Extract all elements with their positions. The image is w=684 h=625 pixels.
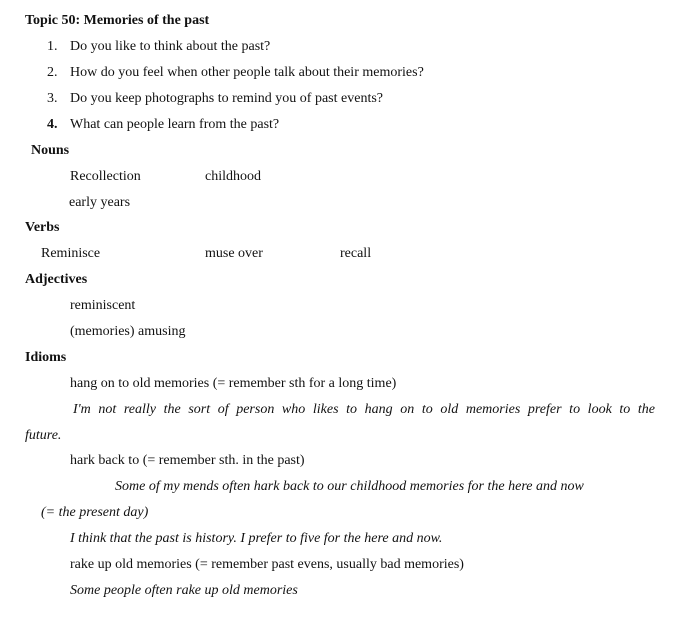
question-text: Do you like to think about the past? (70, 39, 271, 54)
question-text: Do you keep photographs to remind you of past events? (70, 91, 383, 106)
question-item (47, 116, 58, 134)
idiom-example: Some of my mends often hark back to our childhood memories for the here and now (115, 479, 584, 494)
question-text: What can people learn from the past? (70, 117, 280, 132)
idiom-definition: rake up old memories (= remember past evens, usually bad memories) (70, 557, 464, 572)
noun-item: early years (69, 195, 131, 210)
verb-item: muse over (205, 246, 263, 261)
nouns-heading: Nouns (31, 143, 70, 158)
adjective-item: (memories) amusing (70, 324, 186, 339)
page-title: Topic 50: Memories of the past (25, 13, 210, 28)
idiom-definition: hark back to (= remember sth. in the past) (70, 453, 305, 468)
noun-item: Recollection (70, 169, 141, 184)
idioms-heading: Idioms (25, 350, 67, 365)
idiom-example: I think that the past is history. I prefer to five for the here and now. (70, 531, 443, 546)
verb-item: recall (340, 246, 372, 261)
question-text: How do you feel when other people talk about their memories? (70, 65, 424, 80)
noun-item: childhood (205, 169, 261, 184)
idiom-example: I'm not really the sort of person who likes to hang on to old memories prefer to look to the (73, 402, 655, 417)
question-item (47, 90, 58, 108)
idiom-example-continuation: future. (25, 428, 62, 443)
idiom-example: Some people often rake up old memories (70, 583, 298, 598)
question-item (47, 38, 58, 56)
idiom-example-continuation: (= the present day) (41, 505, 149, 520)
adjective-item: reminiscent (70, 298, 136, 313)
adjectives-heading: Adjectives (25, 272, 88, 287)
verb-item: Reminisce (41, 246, 101, 261)
question-number: 2. (47, 65, 58, 80)
question-item (47, 64, 58, 82)
question-number: 3. (47, 91, 58, 106)
idiom-definition: hang on to old memories (= remember sth for a long time) (70, 376, 397, 391)
question-number: 4. (47, 117, 58, 132)
question-number: 1. (47, 39, 58, 54)
verbs-heading: Verbs (25, 220, 60, 235)
